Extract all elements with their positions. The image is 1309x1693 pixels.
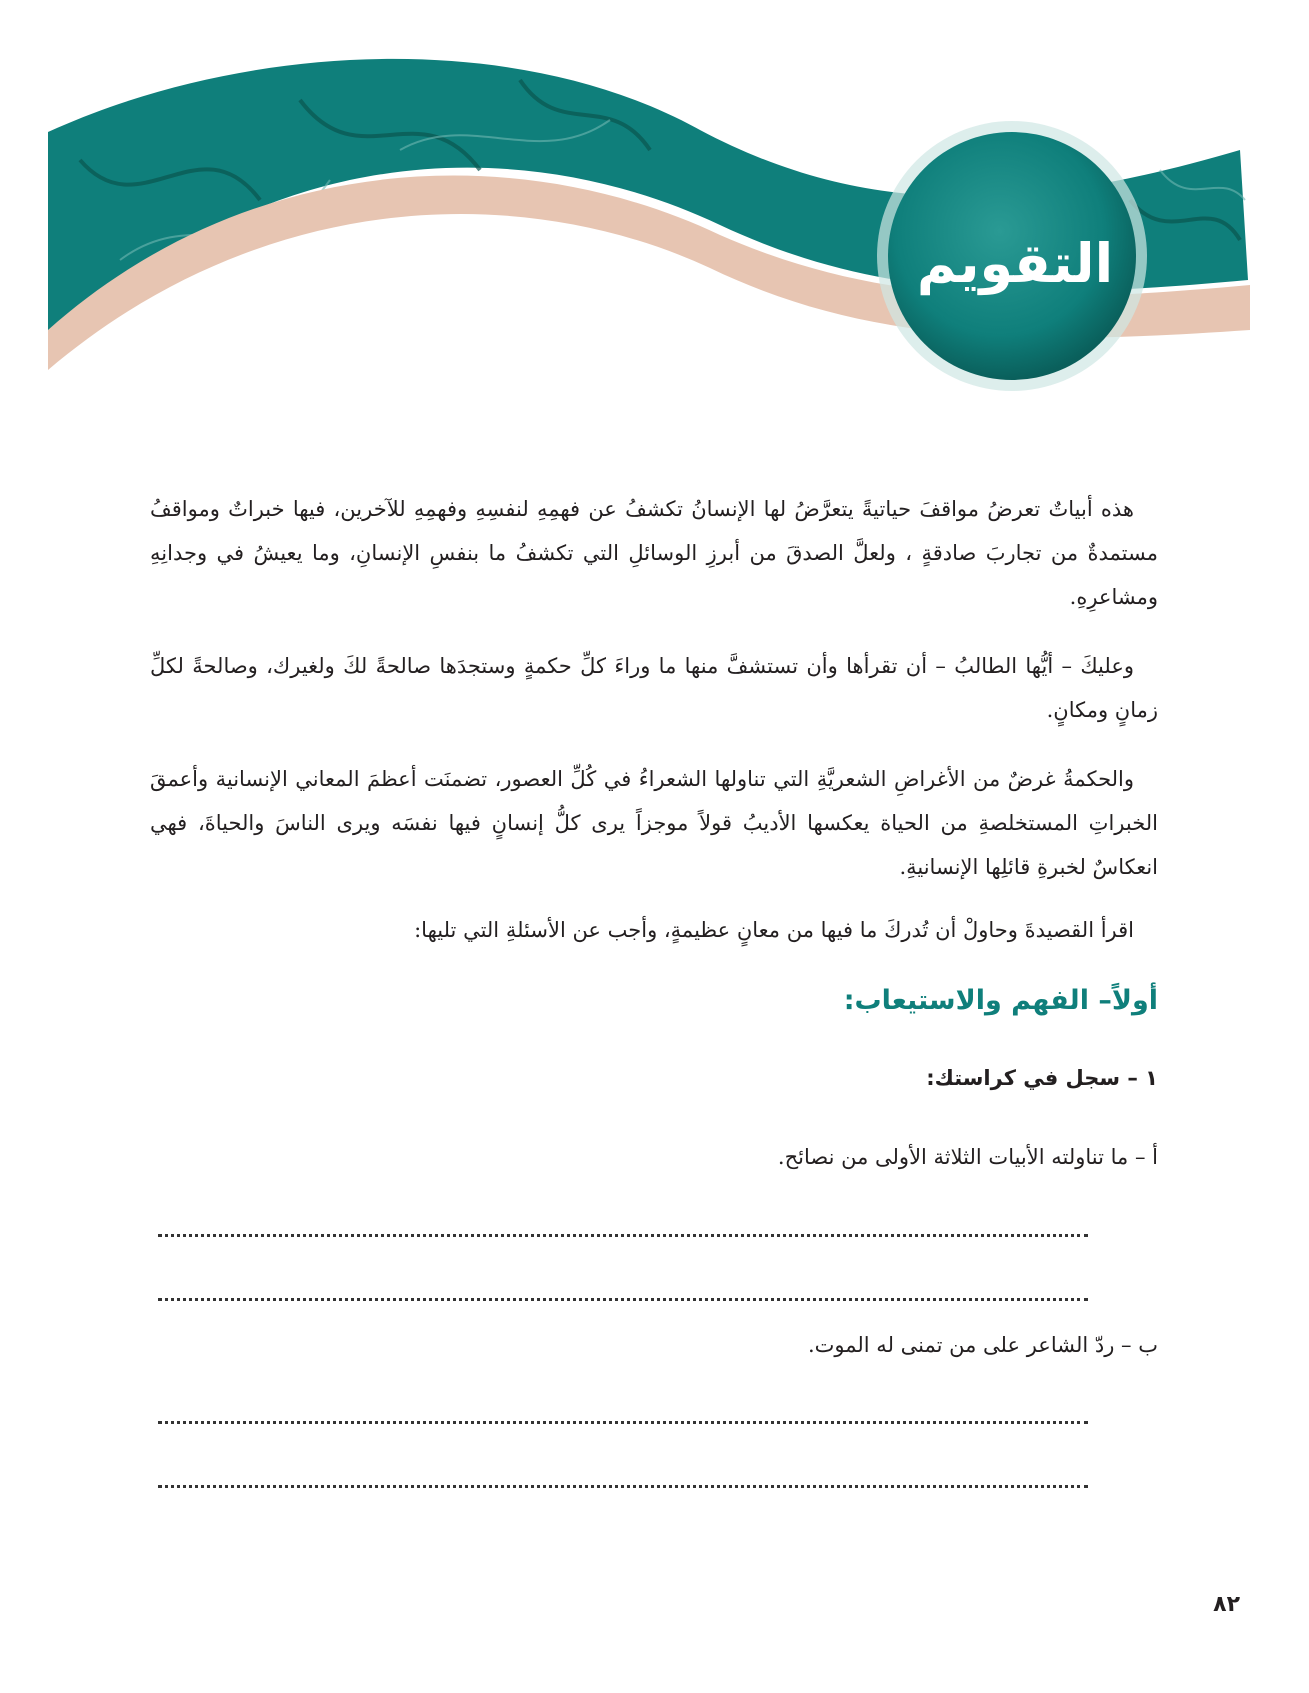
answer-line[interactable]: [158, 1298, 1088, 1301]
header-banner: [0, 0, 1309, 420]
intro-paragraph-3: والحكمةُ غرضٌ من الأغراضِ الشعريَّةِ التي تناولها الشعراءُ في كُلِّ العصور، تضمنَت أعظمَ المعاني الإنسانية وأعمقَ الخبراتِ المستخلصةِ من الحياة يعكسها الأديبُ قولاً موجزاً يرى كلُّ إنسانٍ فيها نفسَه ويرى الناسَ والحياةَ، فهي انعكاسٌ لخبرةِ قائلِها الإنسانيةِ.: [150, 767, 1158, 879]
intro-paragraph-2: وعليكَ – أيُّها الطالبُ – أن تقرأها وأن تستشفَّ منها ما وراءَ كلِّ حكمةٍ وستجدَها صالحةً لكَ ولغيرك، وصالحةً لكلِّ زمانٍ ومكانٍ.: [150, 654, 1158, 722]
question-title: ١ – سجل في كراستك:: [926, 1066, 1158, 1090]
question-item-b: ب – ردّ الشاعر على من تمنى له الموت.: [807, 1333, 1158, 1357]
intro-paragraph-1: هذه أبياتٌ تعرضُ مواقفَ حياتيةً يتعرَّضُ لها الإنسانُ تكشفُ عن فهمِهِ لنفسِهِ وفهمِهِ للآخرين، فيها خبراتٌ ومواقفُ مستمدةٌ من تجاربَ صادقةٍ ، ولعلَّ الصدقَ من أبرزِ الوسائلِ التي تكشفُ ما بنفسِ الإنسانِ، وما يعيشُ في وجدانِهِ ومشاعرِهِ.: [150, 497, 1158, 609]
answer-line[interactable]: [158, 1234, 1088, 1237]
answer-line[interactable]: [158, 1421, 1088, 1424]
question-item-a: أ – ما تناولته الأبيات الثلاثة الأولى من نصائح.: [777, 1145, 1158, 1169]
answer-line[interactable]: [158, 1485, 1088, 1488]
intro-paragraph-4: اقرأ القصيدةَ وحاولْ أن تُدركَ ما فيها من معانٍ عظيمةٍ، وأجب عن الأسئلةِ التي تليها:: [414, 918, 1134, 942]
page-title: التقويم: [916, 232, 1114, 295]
section-heading: أولاً– الفهم والاستيعاب:: [843, 985, 1158, 1016]
page-number: ٨٢: [1213, 1592, 1240, 1617]
